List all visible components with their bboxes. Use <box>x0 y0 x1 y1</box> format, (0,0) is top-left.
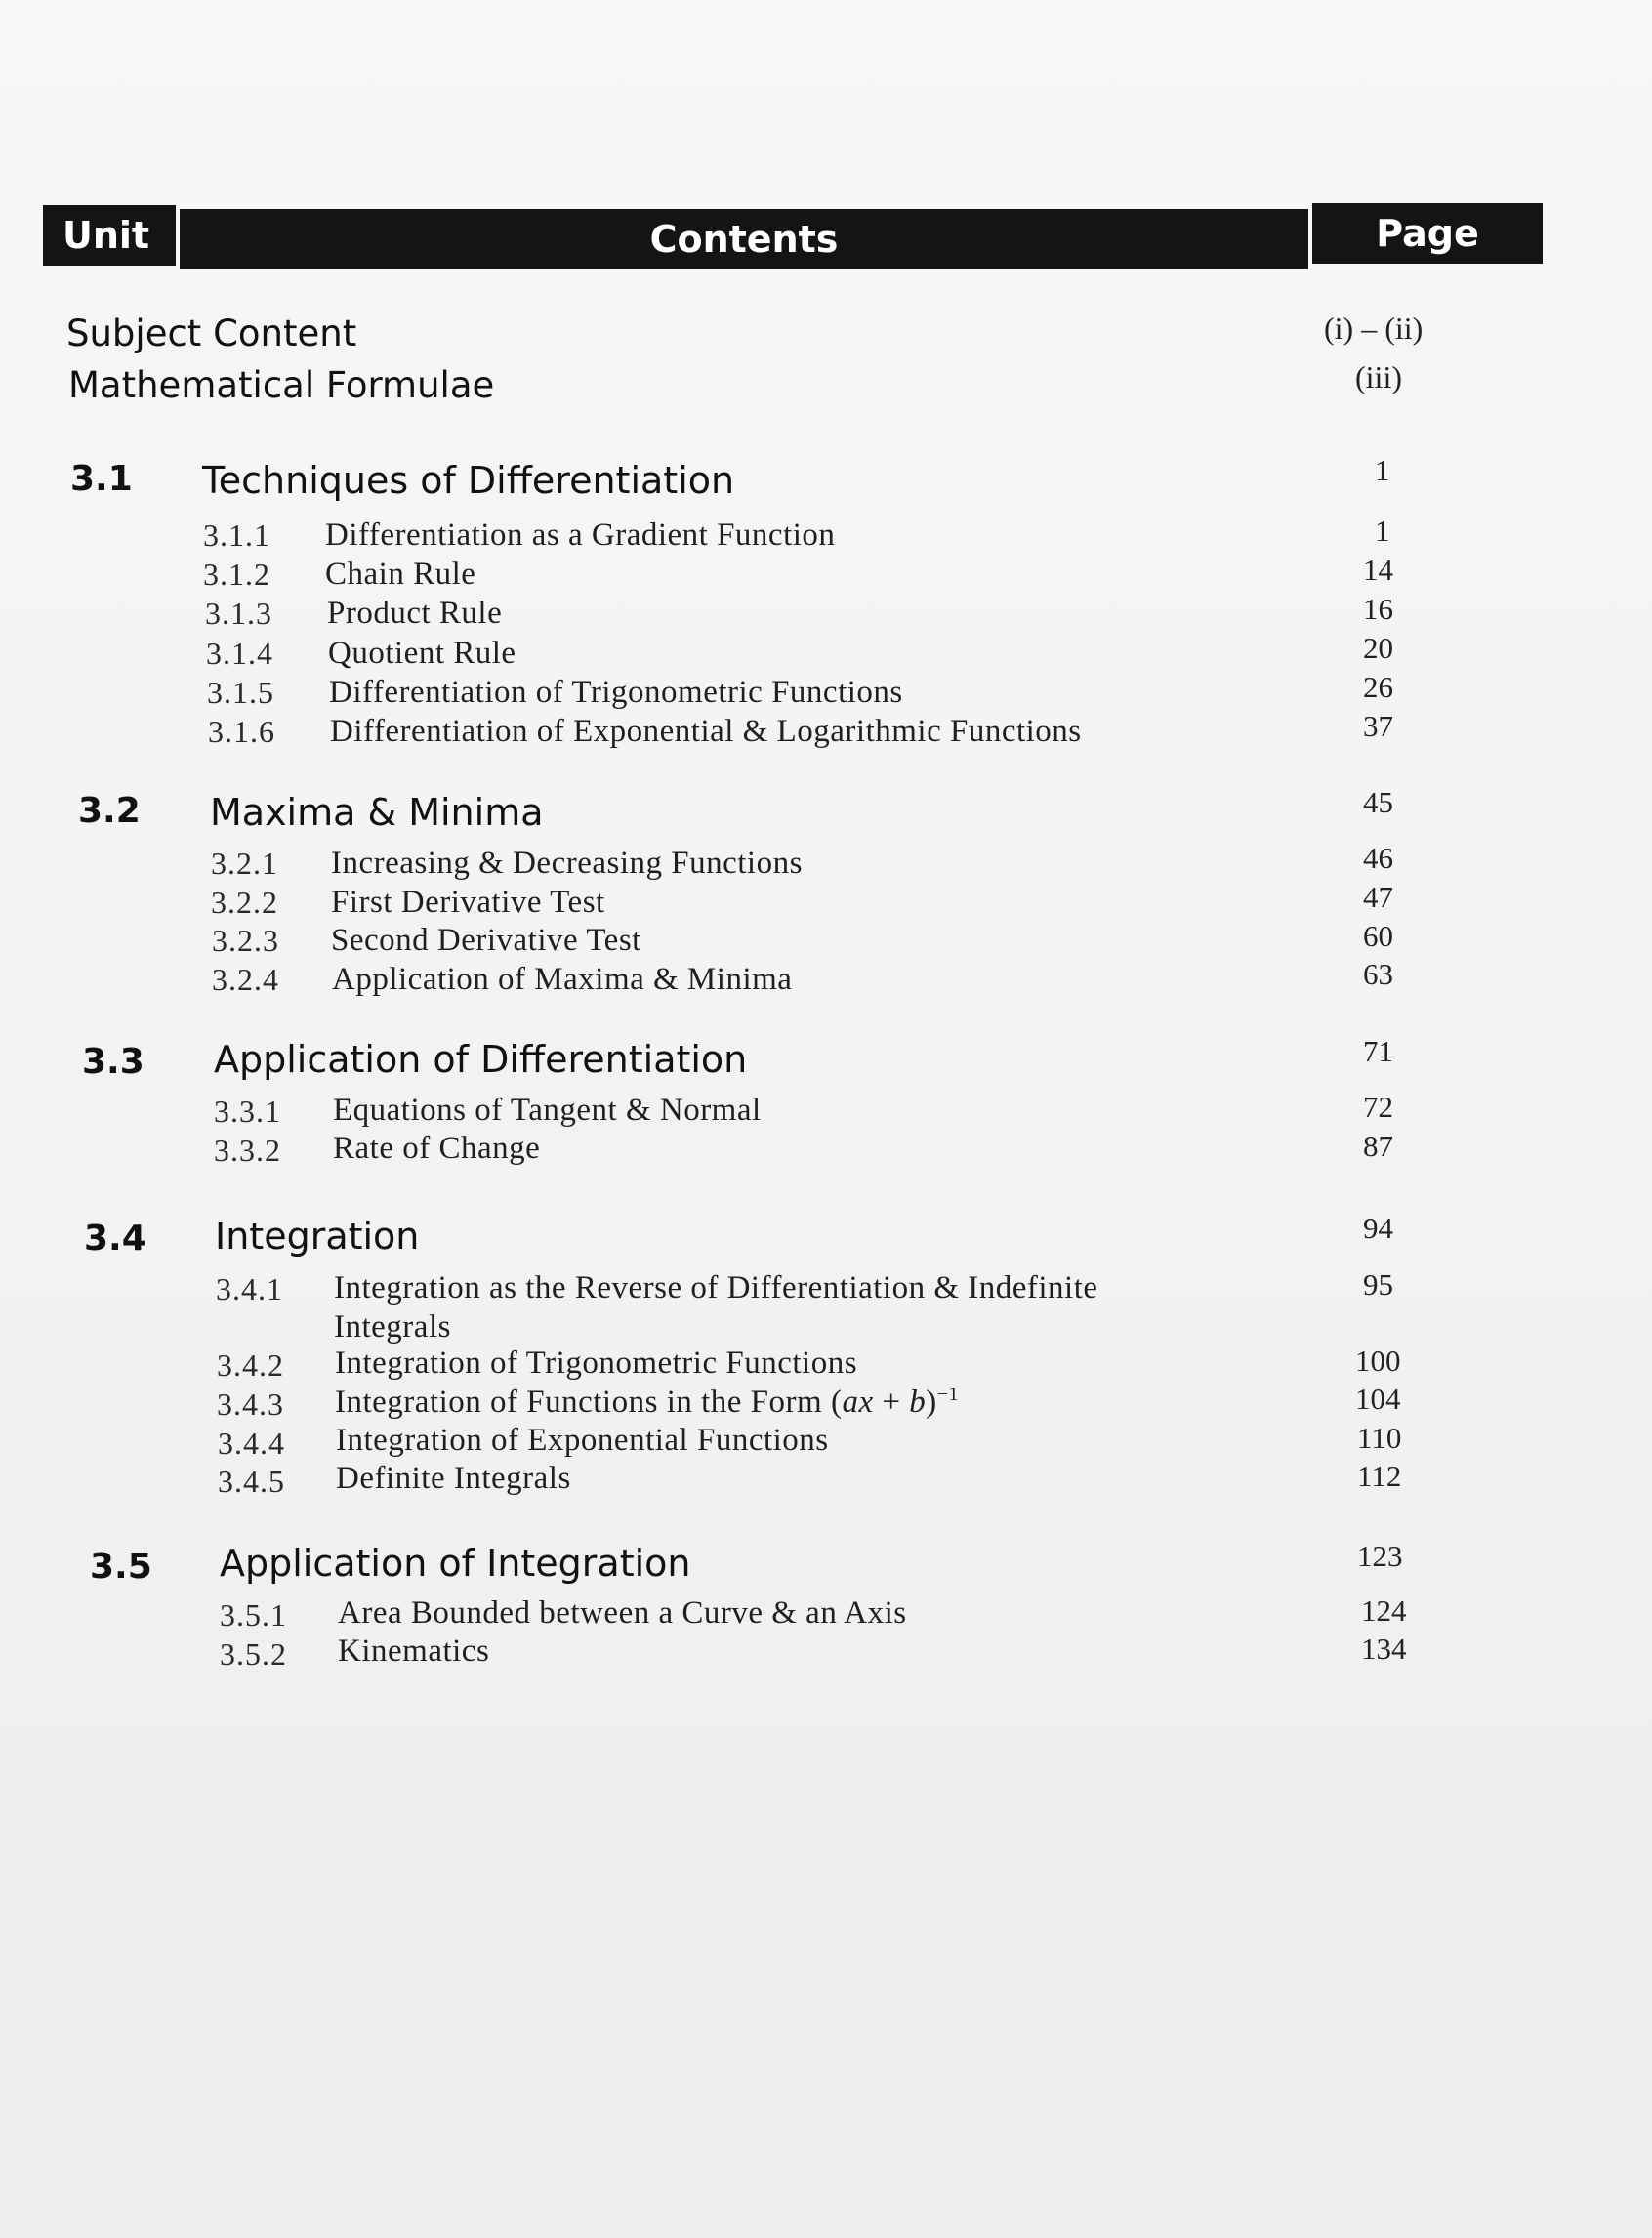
subsection-title: Product Rule <box>327 596 503 631</box>
subsection-page: 124 <box>1361 1594 1407 1628</box>
subsection-page: 112 <box>1357 1459 1402 1493</box>
subsection-title: Integration as the Reverse of Differentiation & Indefinite <box>334 1270 1098 1306</box>
subsection-page: 60 <box>1363 919 1393 953</box>
subsection-title: Area Bounded between a Curve & an Axis <box>338 1596 907 1631</box>
subsection-page: 72 <box>1363 1090 1393 1124</box>
subsection-number: 3.4.3 <box>217 1387 284 1422</box>
unit-page: 94 <box>1363 1211 1393 1245</box>
unit-title: Maxima & Minima <box>210 791 544 834</box>
subsection-page: 46 <box>1363 841 1393 875</box>
subsection-title: Application of Maxima & Minima <box>332 962 793 997</box>
subsection-title: Definite Integrals <box>336 1461 571 1496</box>
subsection-page: 16 <box>1363 592 1393 626</box>
subsection-number: 3.2.2 <box>211 885 278 920</box>
subsection-page: 100 <box>1355 1344 1401 1378</box>
unit-page: 71 <box>1363 1034 1393 1068</box>
unit-page: 1 <box>1375 453 1390 487</box>
subsection-number: 3.1.4 <box>206 636 273 671</box>
unit-title: Techniques of Differentiation <box>202 459 735 502</box>
header-contents: Contents <box>180 209 1308 269</box>
subsection-number: 3.3.1 <box>214 1094 281 1129</box>
subsection-number: 3.2.1 <box>211 846 278 881</box>
subsection-page: 1 <box>1375 514 1390 548</box>
subsection-title: Integration of Functions in the Form (ax + b)$^{-1}$ <box>335 1384 959 1420</box>
prelim-subject-content: Subject Content <box>66 312 357 354</box>
subsection-title: Chain Rule <box>325 557 476 592</box>
subsection-page: 63 <box>1363 957 1393 991</box>
unit-title: Integration <box>215 1215 420 1258</box>
unit-page: 45 <box>1363 785 1393 819</box>
subsection-page: 104 <box>1355 1382 1401 1416</box>
subsection-number: 3.5.1 <box>220 1597 287 1633</box>
unit-number: 3.5 <box>90 1547 152 1587</box>
subsection-number: 3.1.1 <box>203 518 270 553</box>
subsection-number: 3.4.2 <box>217 1347 284 1383</box>
subsection-number: 3.3.2 <box>214 1133 281 1168</box>
prelim-mathematical-formulae-page: (iii) <box>1355 359 1402 394</box>
table-header <box>43 205 1500 266</box>
subsection-title-continued: Integrals <box>334 1309 451 1345</box>
subsection-title: Increasing & Decreasing Functions <box>331 846 803 881</box>
unit-title: Application of Integration <box>220 1542 691 1585</box>
subsection-page: 110 <box>1357 1421 1402 1455</box>
subsection-number: 3.1.6 <box>208 714 275 749</box>
subsection-title: First Derivative Test <box>331 885 605 920</box>
prelim-mathematical-formulae: Mathematical Formulae <box>68 364 495 406</box>
subsection-page: 87 <box>1363 1129 1393 1163</box>
subsection-number: 3.2.4 <box>212 962 279 997</box>
unit-number: 3.4 <box>84 1219 146 1259</box>
subsection-number: 3.4.4 <box>218 1426 285 1461</box>
subsection-number: 3.4.5 <box>218 1464 285 1499</box>
subsection-number: 3.2.3 <box>212 923 279 958</box>
prelim-subject-content-page: (i) – (ii) <box>1324 311 1424 346</box>
unit-number: 3.3 <box>82 1042 145 1082</box>
subsection-number: 3.1.5 <box>207 675 274 710</box>
subsection-title: Differentiation of Trigonometric Functions <box>329 675 903 710</box>
unit-number: 3.1 <box>70 459 133 499</box>
subsection-page: 134 <box>1361 1632 1407 1666</box>
subsection-title: Rate of Change <box>333 1131 541 1166</box>
subsection-number: 3.4.1 <box>216 1271 283 1306</box>
subsection-page: 47 <box>1363 880 1393 914</box>
subsection-title: Kinematics <box>338 1634 490 1669</box>
unit-page: 123 <box>1357 1539 1403 1573</box>
subsection-page: 26 <box>1363 670 1393 704</box>
subsection-page: 95 <box>1363 1267 1393 1302</box>
subsection-title: Integration of Exponential Functions <box>336 1423 829 1458</box>
subsection-number: 3.5.2 <box>220 1637 287 1672</box>
header-unit: Unit <box>43 205 176 266</box>
subsection-page: 37 <box>1363 709 1393 743</box>
header-page: Page <box>1312 203 1543 264</box>
subsection-number: 3.1.2 <box>203 557 270 592</box>
subsection-title: Integration of Trigonometric Functions <box>335 1346 858 1381</box>
subsection-title: Equations of Tangent & Normal <box>333 1093 762 1128</box>
subsection-title: Quotient Rule <box>328 636 516 671</box>
subsection-title: Second Derivative Test <box>331 923 641 958</box>
subsection-page: 14 <box>1363 553 1393 587</box>
unit-title: Application of Differentiation <box>214 1038 748 1081</box>
subsection-title: Differentiation as a Gradient Function <box>325 518 836 553</box>
subsection-title: Differentiation of Exponential & Logarithmic Functions <box>330 714 1082 749</box>
unit-number: 3.2 <box>78 791 141 831</box>
subsection-page: 20 <box>1363 631 1393 665</box>
subsection-number: 3.1.3 <box>205 596 272 631</box>
